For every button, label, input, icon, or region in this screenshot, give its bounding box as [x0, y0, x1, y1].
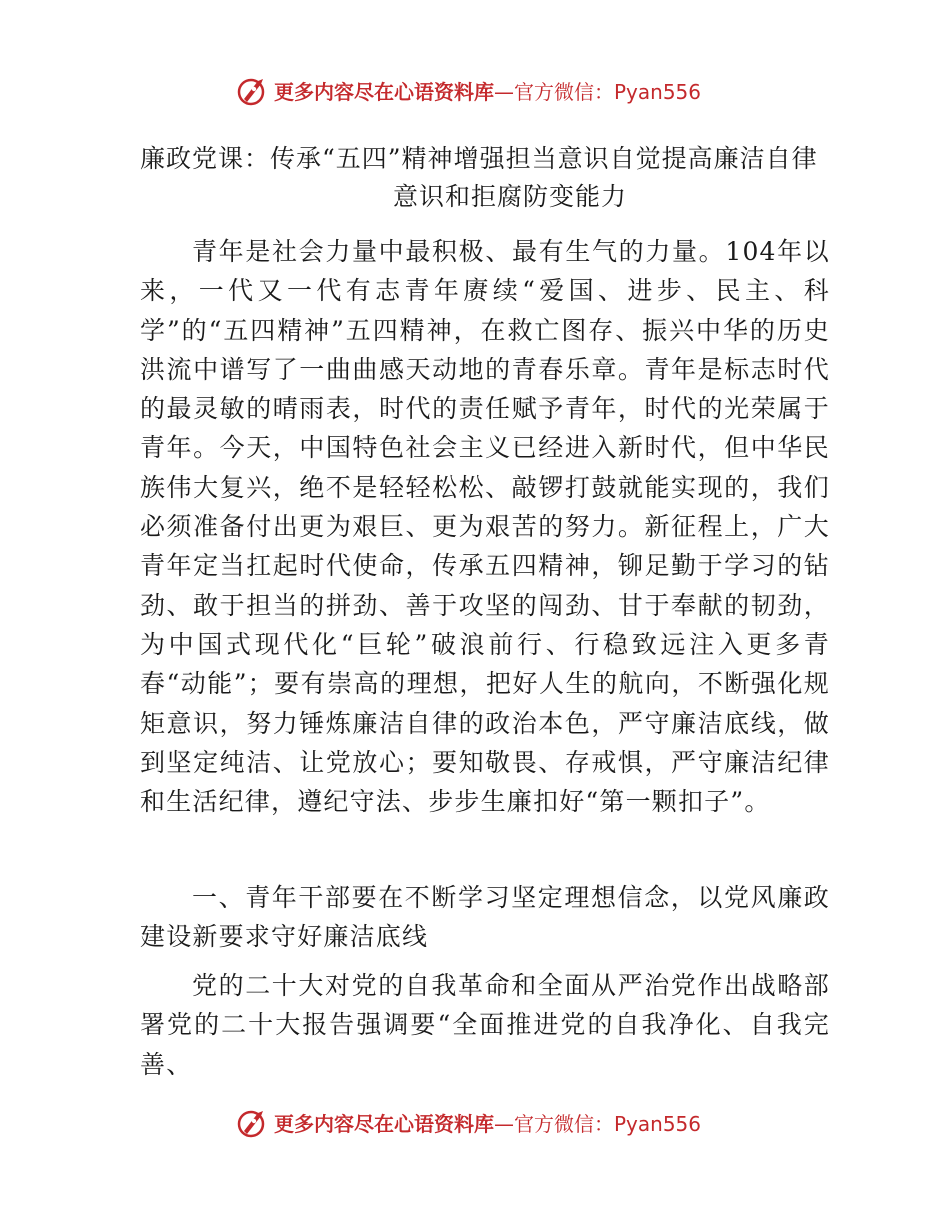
body-paragraph: 青年是社会力量中最积极、最有生气的力量。104年以来，一代又一代有志青年赓续“爱国、进步、民主、科学”的“五四精神”五四精神，在救亡图存、振兴中华的历史洪流中谱写了一曲曲感天动地的青春乐章。青年是标志时代的最灵敏的晴雨表，时代的责任赋予青年，时代的光荣属于青年。今天，中国特色社会主义已经进入新时代，但中华民族伟大复兴，绝不是轻轻松松、敲锣打鼓就能实现的，我们必须准备付出更为艰巨、更为艰苦的努力。新征程上，广大青年定当扛起时代使命，传承五四精神，铆足勤于学习的钻劲、敢于担当的拼劲、善于攻坚的闯劲、甘于奉献的韧劲，为中国式现代化“巨轮”破浪前行、行稳致远注入更多青春“动能”；要有崇高的理想，把好人生的航向，不断强化规矩意识，努力锤炼廉洁自律的政治本色，严守廉洁底线，做到坚定纯洁、让党放心；要知敬畏、存戒惧，严守廉洁纪律和生活纪律，遵纪守法、步步生廉扣好“第一颗扣子”。	[140, 237, 830, 817]
wechat-contact: —官方微信：Pyan556	[494, 1111, 702, 1136]
header-banner	[0, 70, 950, 110]
pen-nib-logo-icon	[236, 1105, 270, 1139]
footer-banner	[0, 1102, 950, 1142]
section-heading: 一、青年干部要在不断学习坚定理想信念，以党风廉政建设新要求守好廉洁底线	[140, 883, 830, 952]
wechat-contact: —官方微信：Pyan556	[494, 79, 702, 104]
title-line-2: 意识和拒腐防变能力	[392, 182, 627, 211]
title-line-1: 廉政党课：传承“五四”精神增强担当意识自觉提高廉洁自律	[140, 144, 818, 173]
pen-nib-logo-icon	[236, 73, 270, 107]
brand-text: 更多内容尽在心语资料库	[274, 79, 494, 104]
brand-text: 更多内容尽在心语资料库	[274, 1111, 494, 1136]
document-title	[140, 140, 820, 216]
body-paragraph: 党的二十大对党的自我革命和全面从严治党作出战略部署党的二十大报告强调要“全面推进党的自我净化、自我完善、	[140, 971, 830, 1079]
